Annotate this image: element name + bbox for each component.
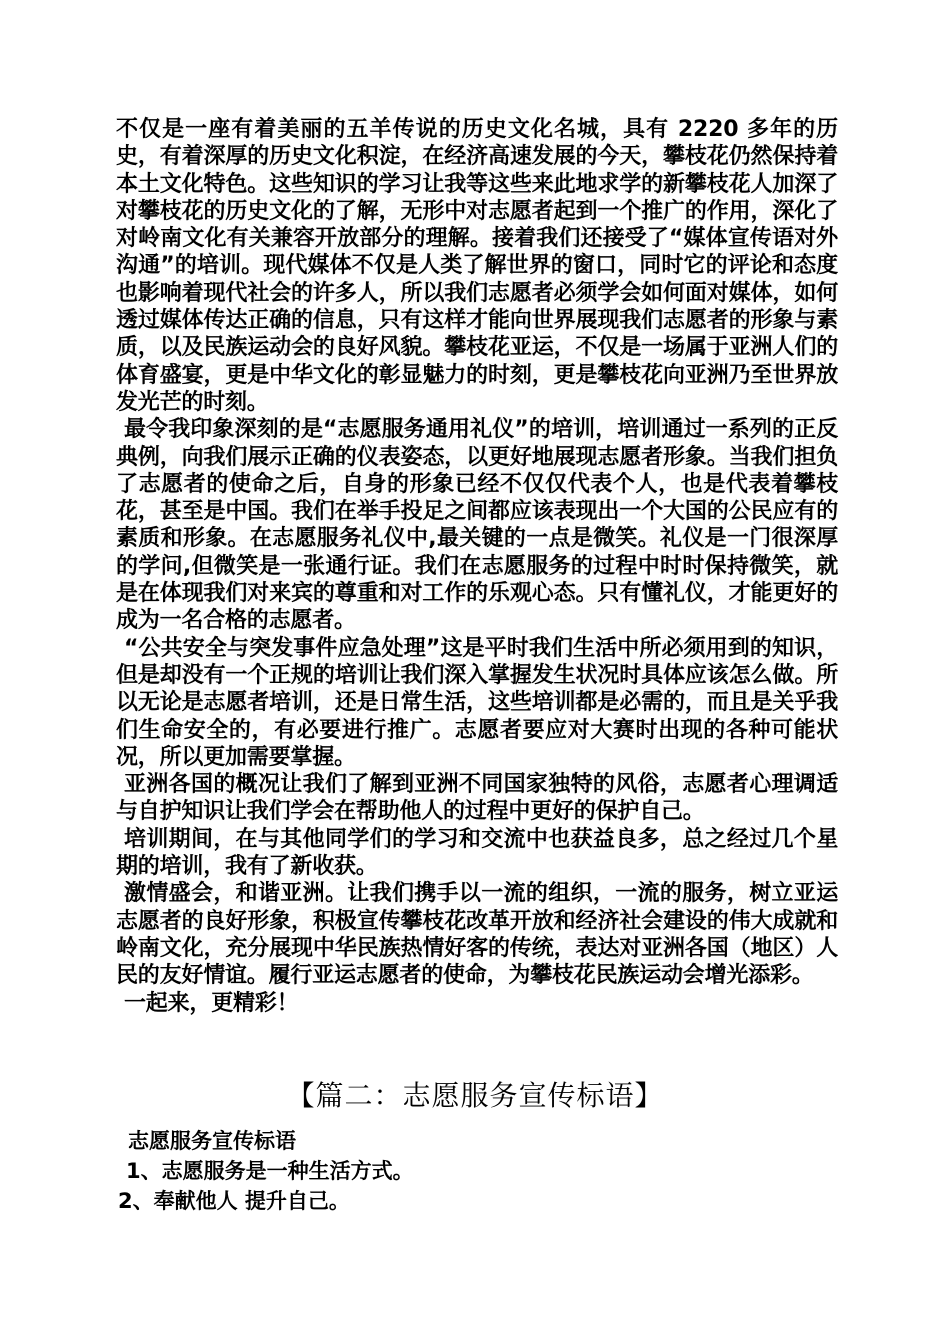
paragraph: 亚洲各国的概况让我们了解到亚洲不同国家独特的风俗，志愿者心理调适与自护知识让我们学会在帮助他人的过程中更好的保护自己。 [116,772,838,825]
body-text [116,116,838,1017]
paragraph: 最令我印象深刻的是“志愿服务通用礼仪”的培训，培训通过一系列的正反典例，向我们展示正确的仪表姿态，以更好地展现志愿者形象。当我们担负了志愿者的使命之后，自身的形象已经不仅仅代表个人，也是代表着攀枝花，甚至是中国。我们在举手投足之间都应该表现出一个大国的公民应有的素质和形象。在志愿服务礼仪中,最关键的一点是微笑。礼仪是一门很深厚的学问,但微笑是一张通行证。我们在志愿服务的过程中时时保持微笑，就是在体现我们对来宾的尊重和对工作的乐观心态。只有懂礼仪，才能更好的成为一名合格的志愿者。 [116,417,838,634]
slogan-list [116,1126,838,1216]
paragraph: 激情盛会，和谐亚洲。让我们携手以一流的组织，一流的服务，树立亚运志愿者的良好形象，积极宣传攀枝花改革开放和经济社会建设的伟大成就和岭南文化，充分展现中华民族热情好客的传统，表达对亚洲各国（地区）人民的友好情谊。履行亚运志愿者的使命，为攀枝花民族运动会增光添彩。 [116,881,838,989]
paragraph: 不仅是一座有着美丽的五羊传说的历史文化名城，具有 2220 多年的历史，有着深厚的历史文化积淀，在经济高速发展的今天，攀枝花仍然保持着本土文化特色。这些知识的学习让我等这些来此地求学的新攀枝花人加深了对攀枝花的历史文化的了解，无形中对志愿者起到一个推广的作用，深化了对岭南文化有关兼容开放部分的理解。接着我们还接受了“媒体宣传语对外沟通”的培训。现代媒体不仅是人类了解世界的窗口，同时它的评论和态度也影响着现代社会的许多人，所以我们志愿者必须学会如何面对媒体，如何透过媒体传达正确的信息，只有这样才能向世界展现我们志愿者的形象与素质，以及民族运动会的良好风貌。攀枝花亚运，不仅是一场属于亚洲人们的体育盛宴，更是中华文化的彰显魅力的时刻，更是攀枝花向亚洲乃至世界放发光芒的时刻。 [116,117,838,415]
paragraph: “公共安全与突发事件应急处理”这是平时我们生活中所必须用到的知识，但是却没有一个正规的培训让我们深入掌握发生状况时具体应该怎么做。所以无论是志愿者培训，还是日常生活，这些培训都是必需的，而且是关乎我们生命安全的，有必要进行推广。志愿者要应对大赛时出现的各种可能状况，所以更加需要掌握。 [116,635,838,770]
section-heading: 【篇二：志愿服务宣传标语】 [286,1079,664,1112]
paragraph: 一起来，更精彩！ [124,990,299,1016]
slogan-subheading: 志愿服务宣传标语 [128,1129,296,1153]
slogan-item: 2、奉献他人 提升自己。 [118,1189,350,1213]
paragraph: 培训期间，在与其他同学们的学习和交流中也获益良多，总之经过几个星期的培训，我有了新收获。 [116,826,838,880]
slogan-item: 1、志愿服务是一种生活方式。 [126,1159,414,1183]
